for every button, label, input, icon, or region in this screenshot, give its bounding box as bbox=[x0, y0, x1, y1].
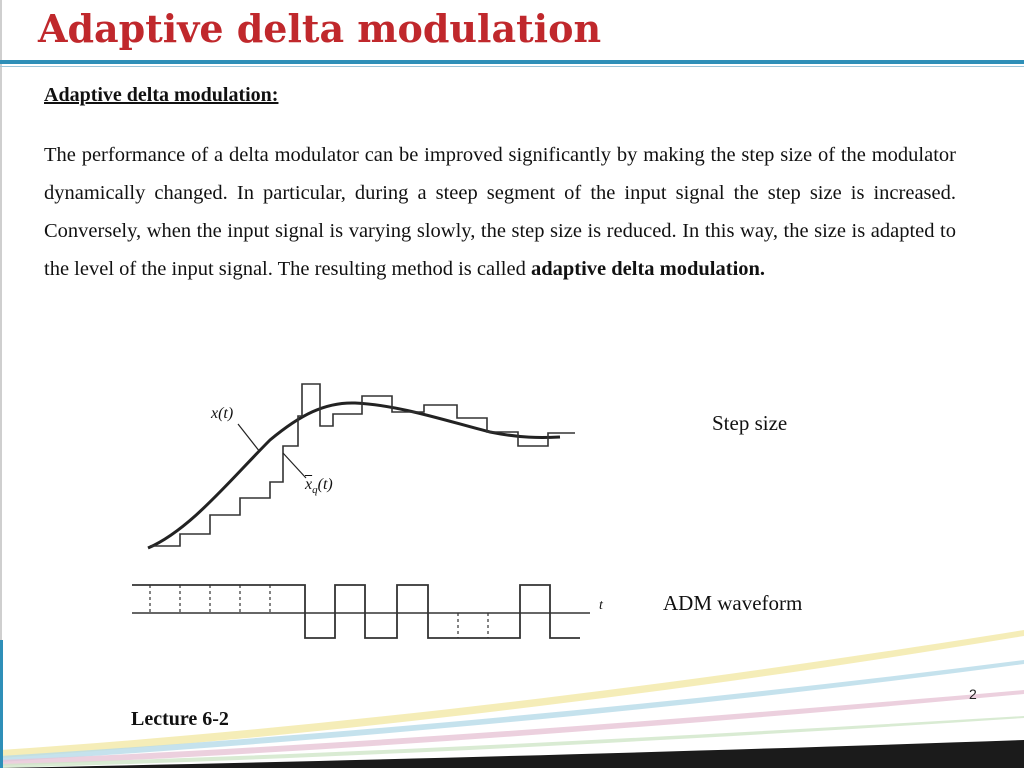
staircase-label-sub: q bbox=[312, 484, 318, 497]
section-heading: Adaptive delta modulation: bbox=[44, 84, 279, 106]
staircase-leader-line bbox=[283, 453, 306, 478]
staircase-label bbox=[305, 476, 333, 496]
decorative-swooshes bbox=[0, 600, 1024, 768]
footer-label: Lecture 6-2 bbox=[131, 708, 229, 730]
body-text: The performance of a delta modulator can be improved significantly by making the step size of the modulator dynamically changed. In particular, during a steep segment of the input signal the step size is increased. Conversely, when the input signal is varying slowly, the step size is reduced. In this way, the size is adapted to the level of the input signal. The resulting method is called bbox=[44, 144, 956, 280]
title-divider-thin bbox=[0, 66, 1024, 67]
signal-leader-line bbox=[238, 424, 260, 452]
slide-title: Adaptive delta modulation bbox=[38, 6, 602, 51]
adm-waveform-label: ADM waveform bbox=[663, 591, 803, 615]
step-size-label: Step size bbox=[712, 411, 788, 435]
time-axis-label: t bbox=[599, 598, 603, 613]
staircase-label-main: $\overline{x}$ bbox=[305, 476, 313, 493]
body-paragraph bbox=[44, 136, 956, 288]
title-divider bbox=[0, 60, 1024, 64]
signal-label: x(t) bbox=[211, 405, 234, 422]
body-bold-term: adaptive delta modulation. bbox=[530, 258, 766, 280]
staircase-label-arg: (t) bbox=[317, 476, 333, 493]
page-number: 2 bbox=[969, 686, 977, 702]
